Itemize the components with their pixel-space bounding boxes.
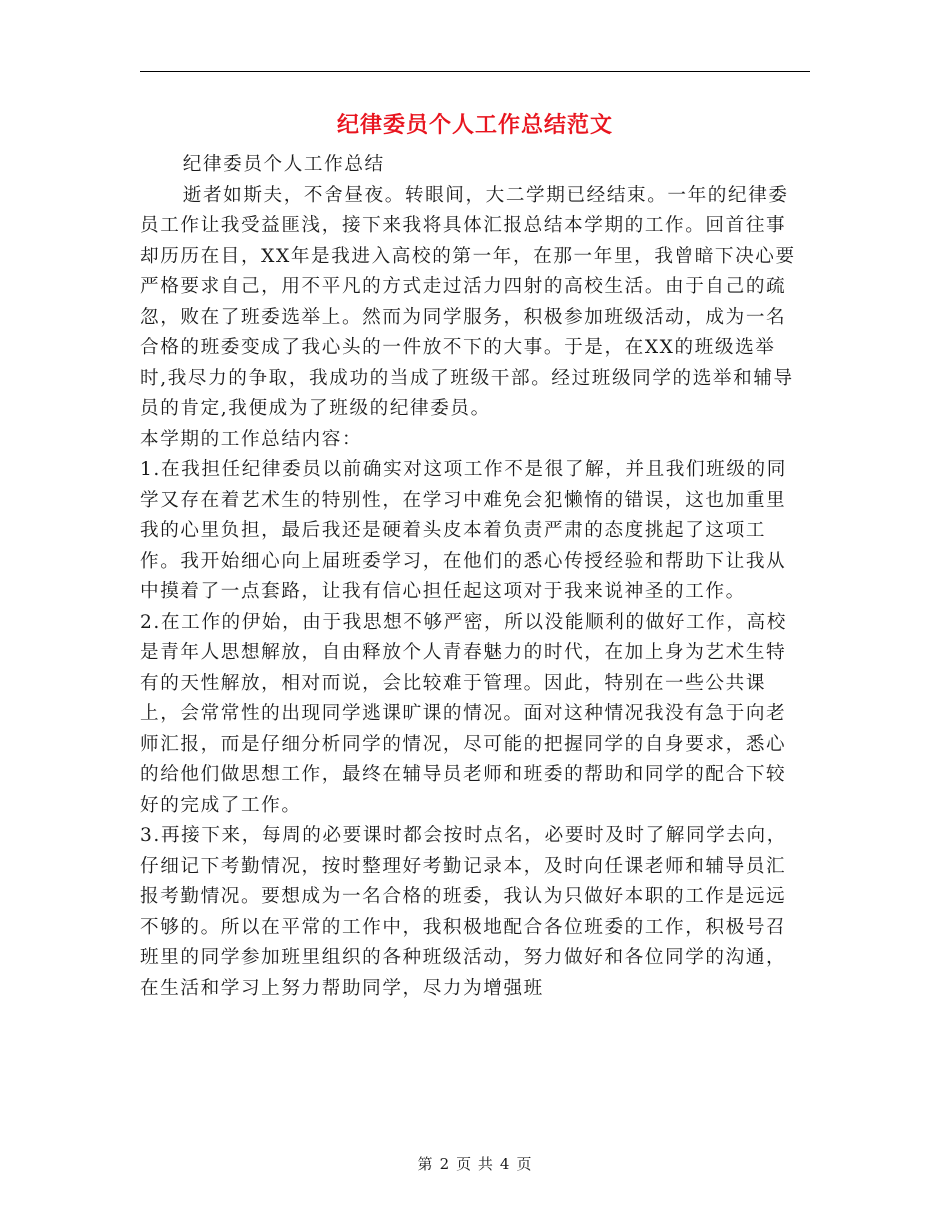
paragraph-item-3: 3.再接下来，每周的必要课时都会按时点名，必要时及时了解同学去向，仔细记下考勤情况，按时整理好考勤记录本，及时向任课老师和辅导员汇报考勤情况。要想成为一名合格的班委，我认为只做好本职的工作是远远不够的。所以在平常的工作中，我积极地配合各位班委的工作，积极号召班里的同学参加班里组织的各种班级活动，努力做好和各位同学的沟通，在生活和学习上努力帮助同学，尽力为增强班 xyxy=(140,825,787,999)
footer-current-page: 2 xyxy=(439,1155,451,1173)
paragraph-item-1: 1.在我担任纪律委员以前确实对这项工作不是很了解，并且我们班级的同学又存在着艺术生的特别性，在学习中难免会犯懒惰的错误，这也加重里我的心里负担，最后我还是硬着头皮本着负责严肃的态度挑起了这项工作。我开始细心向上届班委学习，在他们的悉心传授经验和帮助下让我从中摸着了一点套路，让我有信心担任起这项对于我来说神圣的工作。 xyxy=(140,459,787,602)
document-body xyxy=(140,150,800,1004)
footer-suffix: 页 xyxy=(516,1155,533,1173)
paragraph-intro: 逝者如斯夫，不舍昼夜。转眼间，大二学期已经结束。一年的纪律委员工作让我受益匪浅，接下来我将具体汇报总结本学期的工作。回首往事却历历在目，XX年是我进入高校的第一年，在那一年里，我曾暗下决心要严格要求自己，用不平凡的方式走过活力四射的高校生活。由于自己的疏忽，败在了班委选举上。然而为同学服务，积极参加班级活动，成为一名合格的班委变成了我心头的一件放不下的大事。于是，在XX的班级选举时,我尽力的争取，我成功的当成了班级干部。经过班级同学的选举和辅导员的肯定,我便成为了班级的纪律委员。 xyxy=(140,184,796,419)
paragraph-section-heading: 本学期的工作总结内容： xyxy=(140,428,363,450)
footer-prefix: 第 xyxy=(417,1155,434,1173)
footer-total-pages: 4 xyxy=(499,1155,511,1173)
header-rule xyxy=(140,71,810,72)
paragraph-subtitle: 纪律委员个人工作总结 xyxy=(182,154,385,175)
paragraph-item-2: 2.在工作的伊始，由于我思想不够严密，所以没能顺利的做好工作，高校是青年人思想解放，自由释放个人青春魅力的时代，在加上身为艺术生特有的天性解放，相对而说，会比较难于管理。因此，特别在一些公共课上，会常常性的出现同学逃课旷课的情况。面对这种情况我没有急于向老师汇报，而是仔细分析同学的情况，尽可能的把握同学的自身要求，悉心的给他们做思想工作，最终在辅导员老师和班委的帮助和同学的配合下较好的完成了工作。 xyxy=(140,611,787,816)
page-footer xyxy=(0,1153,950,1174)
footer-mid: 页 共 xyxy=(456,1155,494,1173)
document-title: 纪律委员个人工作总结范文 xyxy=(336,112,613,138)
